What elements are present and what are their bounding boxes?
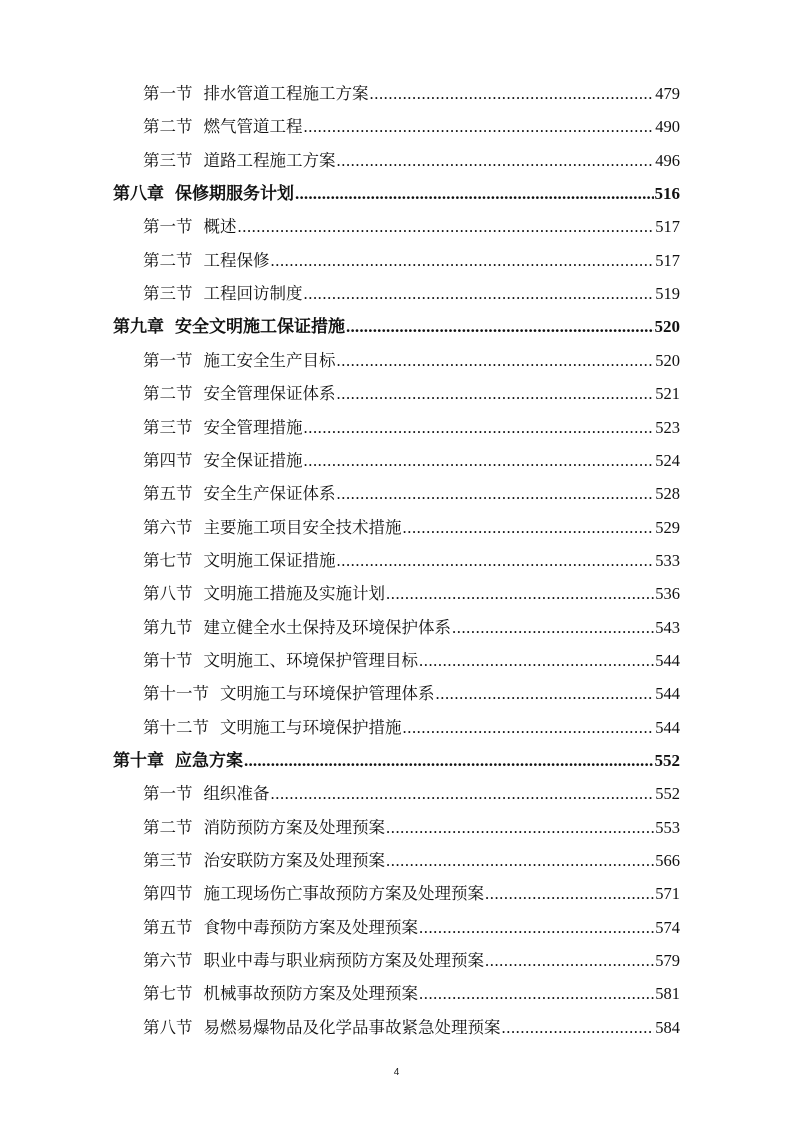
entry-title: 施工安全生产目标	[203, 350, 336, 370]
entry-number: 第五节	[143, 484, 193, 504]
entry-number: 第四节	[143, 884, 193, 904]
page-number-footer: 4	[393, 1067, 400, 1078]
entry-title: 安全文明施工保证措施	[175, 317, 345, 337]
entry-title: 组织准备	[203, 784, 270, 804]
entry-number: 第十二节	[143, 717, 209, 737]
entry-number: 第七节	[143, 550, 193, 570]
dot-leader	[386, 850, 654, 872]
entry-number: 第一节	[143, 784, 193, 804]
entry-number: 第四节	[143, 450, 193, 470]
entry-page-number: 496	[655, 150, 680, 170]
entry-title: 安全保证措施	[203, 450, 303, 470]
dot-leader	[485, 950, 654, 972]
entry-number: 第三节	[143, 417, 193, 437]
entry-title: 文明施工与环境保护措施	[220, 717, 402, 737]
toc-section-entry[interactable]	[143, 548, 680, 572]
entry-number: 第八章	[113, 184, 164, 204]
toc-section-entry[interactable]	[143, 415, 680, 439]
dot-leader	[346, 316, 654, 338]
toc-section-entry[interactable]	[143, 981, 680, 1005]
toc-chapter-entry[interactable]	[113, 314, 680, 338]
entry-number: 第一节	[143, 217, 193, 237]
toc-section-entry[interactable]	[143, 248, 680, 272]
dot-leader	[419, 983, 654, 1005]
entry-page-number: 566	[655, 851, 680, 871]
entry-title: 文明施工、环境保护管理目标	[203, 650, 418, 670]
dot-leader	[337, 350, 655, 372]
dot-leader	[502, 1017, 655, 1039]
entry-page-number: 479	[655, 84, 680, 103]
entry-page-number: 544	[655, 717, 680, 737]
entry-page-number: 529	[655, 517, 680, 537]
entry-title: 应急方案	[175, 751, 243, 770]
toc-chapter-entry[interactable]	[113, 748, 680, 772]
entry-number: 第一节	[143, 84, 193, 103]
entry-title: 燃气管道工程	[203, 117, 303, 137]
entry-title: 道路工程施工方案	[203, 150, 336, 170]
entry-number: 第三节	[143, 851, 193, 871]
entry-title: 治安联防方案及处理预案	[203, 851, 385, 871]
toc-section-entry[interactable]	[143, 948, 680, 972]
entry-number: 第一节	[143, 350, 193, 370]
entry-title: 易燃易爆物品及化学品事故紧急处理预案	[203, 1017, 501, 1037]
toc-section-entry[interactable]	[143, 214, 680, 238]
entry-page-number: 552	[654, 751, 680, 770]
toc-section-entry[interactable]	[143, 348, 680, 372]
dot-leader	[295, 183, 654, 205]
entry-title: 职业中毒与职业病预防方案及处理预案	[203, 951, 484, 971]
entry-page-number: 521	[655, 384, 680, 404]
toc-section-entry[interactable]	[143, 148, 680, 172]
entry-number: 第九章	[113, 317, 164, 337]
entry-page-number: 571	[655, 884, 680, 904]
entry-number: 第八节	[143, 1017, 193, 1037]
dot-leader	[386, 583, 654, 605]
toc-section-entry[interactable]	[143, 681, 680, 705]
dot-leader	[271, 783, 655, 805]
dot-leader	[436, 683, 655, 705]
dot-leader	[304, 116, 655, 138]
toc-section-entry[interactable]	[143, 114, 680, 138]
toc-section-entry[interactable]	[143, 648, 680, 672]
entry-page-number: 520	[654, 317, 680, 337]
entry-title: 安全管理措施	[203, 417, 303, 437]
dot-leader	[370, 83, 655, 105]
dot-leader	[304, 450, 655, 472]
entry-page-number: 544	[655, 684, 680, 704]
toc-section-entry[interactable]	[143, 1015, 680, 1039]
toc-section-entry[interactable]	[143, 915, 680, 939]
entry-title: 排水管道工程施工方案	[203, 84, 369, 103]
entry-title: 施工现场伤亡事故预防方案及处理预案	[203, 884, 484, 904]
entry-title: 消防预防方案及处理预案	[203, 817, 385, 837]
entry-number: 第五节	[143, 917, 193, 937]
entry-page-number: 524	[655, 450, 680, 470]
entry-page-number: 584	[655, 1017, 680, 1037]
dot-leader	[419, 917, 654, 939]
entry-page-number: 536	[655, 584, 680, 604]
dot-leader	[337, 483, 655, 505]
entry-title: 文明施工与环境保护管理体系	[220, 684, 435, 704]
entry-title: 概述	[203, 217, 237, 237]
toc-section-entry[interactable]	[143, 781, 680, 805]
entry-page-number: 517	[655, 250, 680, 270]
entry-page-number: 528	[655, 484, 680, 504]
toc-section-entry[interactable]	[143, 281, 680, 305]
entry-page-number: 544	[655, 650, 680, 670]
dot-leader	[304, 283, 655, 305]
entry-number: 第十一节	[143, 684, 209, 704]
entry-number: 第二节	[143, 817, 193, 837]
dot-leader	[238, 216, 655, 238]
entry-page-number: 516	[654, 184, 680, 204]
entry-page-number: 574	[655, 917, 680, 937]
dot-leader	[419, 650, 654, 672]
toc-section-entry[interactable]	[143, 481, 680, 505]
entry-number: 第二节	[143, 384, 193, 404]
entry-page-number: 523	[655, 417, 680, 437]
toc-section-entry[interactable]	[143, 881, 680, 905]
toc-section-entry[interactable]	[143, 581, 680, 605]
toc-section-entry[interactable]	[143, 515, 680, 539]
entry-title: 工程回访制度	[203, 284, 303, 304]
entry-title: 安全生产保证体系	[203, 484, 336, 504]
entry-title: 保修期服务计划	[175, 184, 294, 204]
toc-section-entry[interactable]	[143, 815, 680, 839]
dot-leader	[386, 817, 654, 839]
entry-title: 文明施工保证措施	[203, 550, 336, 570]
entry-page-number: 490	[655, 117, 680, 137]
dot-leader	[452, 617, 654, 639]
dot-leader	[485, 883, 654, 905]
dot-leader	[337, 550, 655, 572]
dot-leader	[271, 250, 655, 272]
entry-title: 建立健全水土保持及环境保护体系	[203, 617, 451, 637]
entry-title: 机械事故预防方案及处理预案	[203, 984, 418, 1004]
entry-title: 文明施工措施及实施计划	[203, 584, 385, 604]
entry-number: 第二节	[143, 250, 193, 270]
entry-title: 食物中毒预防方案及处理预案	[203, 917, 418, 937]
entry-page-number: 543	[655, 617, 680, 637]
entry-number: 第十章	[113, 751, 164, 770]
entry-number: 第九节	[143, 617, 193, 637]
entry-number: 第六节	[143, 517, 193, 537]
entry-number: 第三节	[143, 284, 193, 304]
entry-page-number: 579	[655, 951, 680, 971]
toc-chapter-entry[interactable]	[113, 181, 680, 205]
entry-title: 安全管理保证体系	[203, 384, 336, 404]
entry-number: 第二节	[143, 117, 193, 137]
entry-page-number: 517	[655, 217, 680, 237]
toc-section-entry[interactable]	[143, 615, 680, 639]
toc-section-entry[interactable]	[143, 848, 680, 872]
entry-page-number: 520	[655, 350, 680, 370]
entry-page-number: 519	[655, 284, 680, 304]
entry-page-number: 553	[655, 817, 680, 837]
dot-leader	[244, 750, 654, 772]
entry-number: 第六节	[143, 951, 193, 971]
toc-section-entry[interactable]	[143, 81, 680, 105]
dot-leader	[304, 417, 655, 439]
dot-leader	[337, 150, 655, 172]
entry-title: 主要施工项目安全技术措施	[203, 517, 402, 537]
entry-title: 工程保修	[203, 250, 270, 270]
entry-page-number: 533	[655, 550, 680, 570]
entry-number: 第七节	[143, 984, 193, 1004]
entry-number: 第八节	[143, 584, 193, 604]
dot-leader	[403, 517, 655, 539]
entry-page-number: 552	[655, 784, 680, 804]
entry-number: 第三节	[143, 150, 193, 170]
toc-section-entry[interactable]	[143, 448, 680, 472]
entry-page-number: 581	[655, 984, 680, 1004]
entry-number: 第十节	[143, 650, 193, 670]
toc-section-entry[interactable]	[143, 381, 680, 405]
toc-section-entry[interactable]	[143, 715, 680, 739]
dot-leader	[337, 383, 655, 405]
dot-leader	[403, 717, 655, 739]
